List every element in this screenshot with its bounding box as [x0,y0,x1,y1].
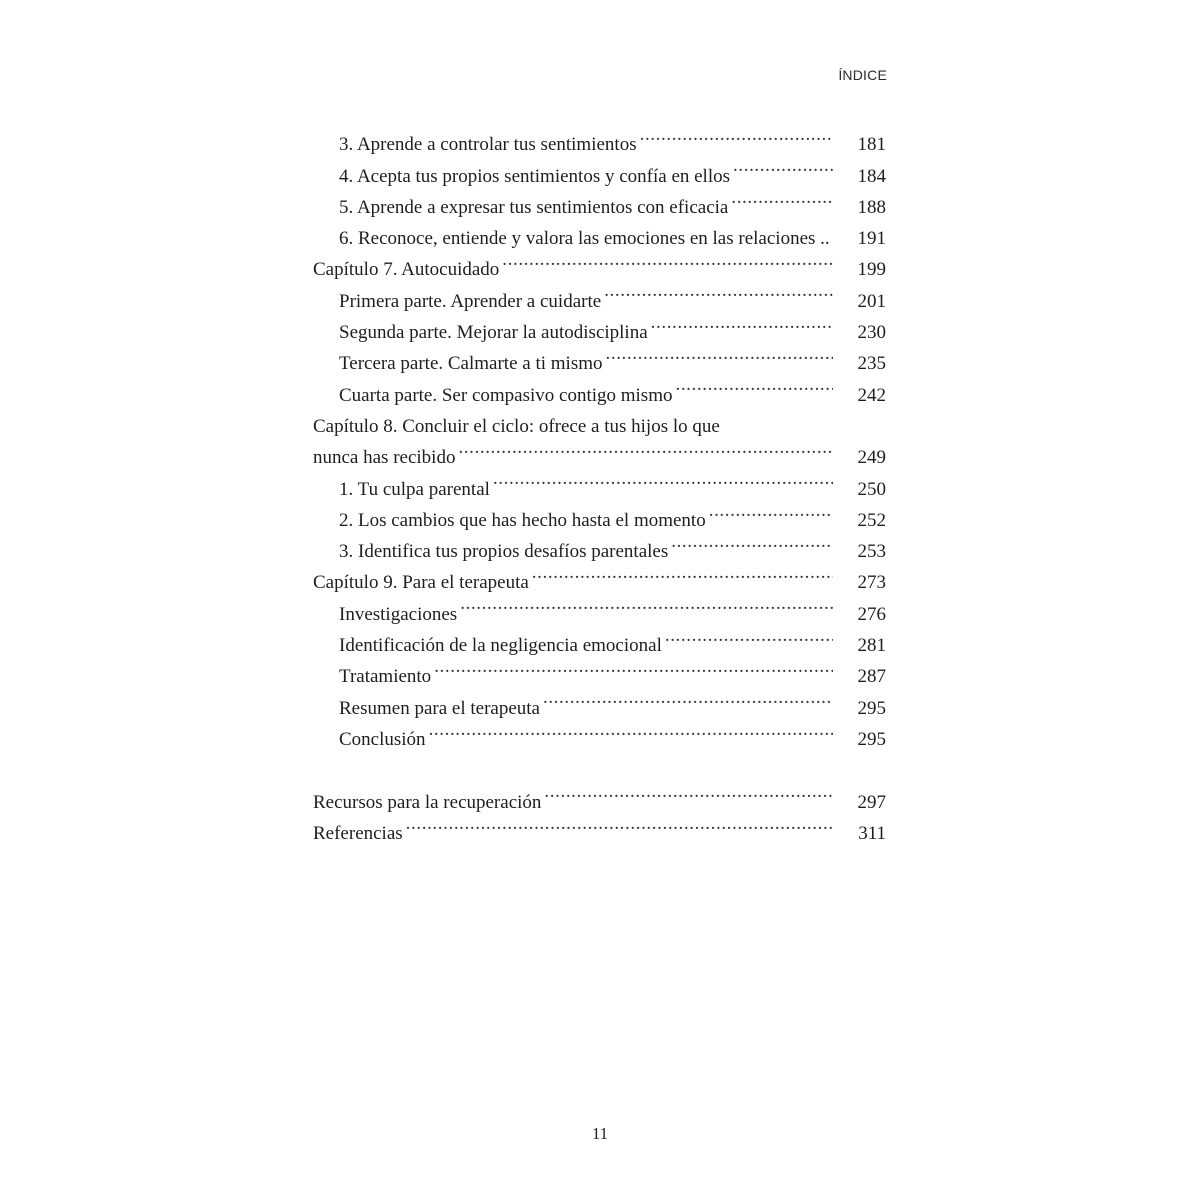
toc-entry-title: Tercera parte. Calmarte a ti mismo [339,353,603,375]
dot-leader [604,275,833,306]
toc-entry-page: 250 [857,478,886,500]
dot-leader [665,620,833,651]
toc-backmatter [313,776,886,813]
toc-entry-page: 184 [857,165,886,187]
toc-entry-title: Tratamiento [339,666,432,688]
toc-entry-page: 253 [857,541,886,563]
dot-leader [731,182,833,213]
toc-entry-page: 311 [858,822,886,844]
toc-entry-title: 6. Reconoce, entiende y valora las emociones en las relaciones .. [339,228,830,250]
dot-leader [406,808,833,839]
toc-entry-title: 4. Acepta tus propios sentimientos y confía en ellos [339,165,731,187]
dot-leader [434,651,833,682]
toc-entry-title: 1. Tu culpa parental [339,478,490,500]
toc-entry-title: Capítulo 7. Autocuidado [313,259,500,281]
toc-entry-page: 242 [857,384,886,406]
toc-entry-title: 5. Aprende a expresar tus sentimientos con eficacia [339,196,729,218]
toc-entry-page: 295 [857,697,886,719]
toc-entry-title: Cuarta parte. Ser compasivo contigo mismo [339,384,673,406]
dot-leader [532,557,833,588]
toc-entry-title: Recursos para la recuperación [313,791,542,813]
table-of-contents [313,119,886,844]
toc-entry-page: 188 [857,196,886,218]
toc-entry-title: Segunda parte. Mejorar la autodisciplina [339,322,648,344]
toc-entry-page: 201 [857,290,886,312]
toc-entry-title: 2. Los cambios que has hecho hasta el momento [339,509,706,531]
page-number: 11 [591,1124,609,1143]
dot-leader [493,463,833,494]
toc-entry-title: Primera parte. Aprender a cuidarte [339,290,602,312]
toc-entry-page: 249 [857,447,886,469]
toc-entry-title: 3. Identifica tus propios desafíos parentales [339,541,669,563]
toc-entry-title: Capítulo 8. Concluir el ciclo: ofrece a tus hijos lo que [313,415,720,437]
dot-leader [651,307,833,338]
dot-leader [709,495,833,526]
toc-entry [313,119,886,156]
dot-leader [544,776,833,807]
running-head: ÍNDICE [838,67,887,83]
toc-entry-title: Resumen para el terapeuta [339,697,540,719]
toc-entry-page: 297 [857,791,886,813]
toc-entry-page: 252 [857,509,886,531]
toc-entry-page: 181 [857,134,886,156]
toc-entry-page: 276 [857,603,886,625]
dot-leader [671,526,833,557]
dot-leader [460,588,833,619]
dot-leader [640,119,833,150]
toc-entry-page: 230 [857,322,886,344]
dot-leader [502,244,833,275]
toc-entry-page: 281 [857,635,886,657]
dot-leader [429,714,833,745]
toc-entry-title: nunca has recibido [313,447,456,469]
toc-entry-page: 295 [857,728,886,750]
dot-leader [606,338,834,369]
toc-entry-title: Conclusión [339,728,426,750]
toc-entry-page: 273 [857,572,886,594]
toc-entry-page: 199 [857,259,886,281]
toc-entry-title: Identificación de la negligencia emocional [339,635,662,657]
dot-leader [543,682,833,713]
toc-entry-page: 287 [857,666,886,688]
dot-leader [733,150,833,181]
toc-entry-page: 191 [857,228,886,250]
dot-leader [723,401,833,432]
toc-entry-title: Referencias [313,822,403,844]
toc-entry-title: Capítulo 9. Para el terapeuta [313,572,529,594]
toc-entry-title: Investigaciones [339,603,458,625]
toc-entry-title: 3. Aprende a controlar tus sentimientos [339,134,637,156]
toc-entry-page: 235 [857,353,886,375]
dot-leader [458,432,833,463]
dot-leader [675,369,833,400]
